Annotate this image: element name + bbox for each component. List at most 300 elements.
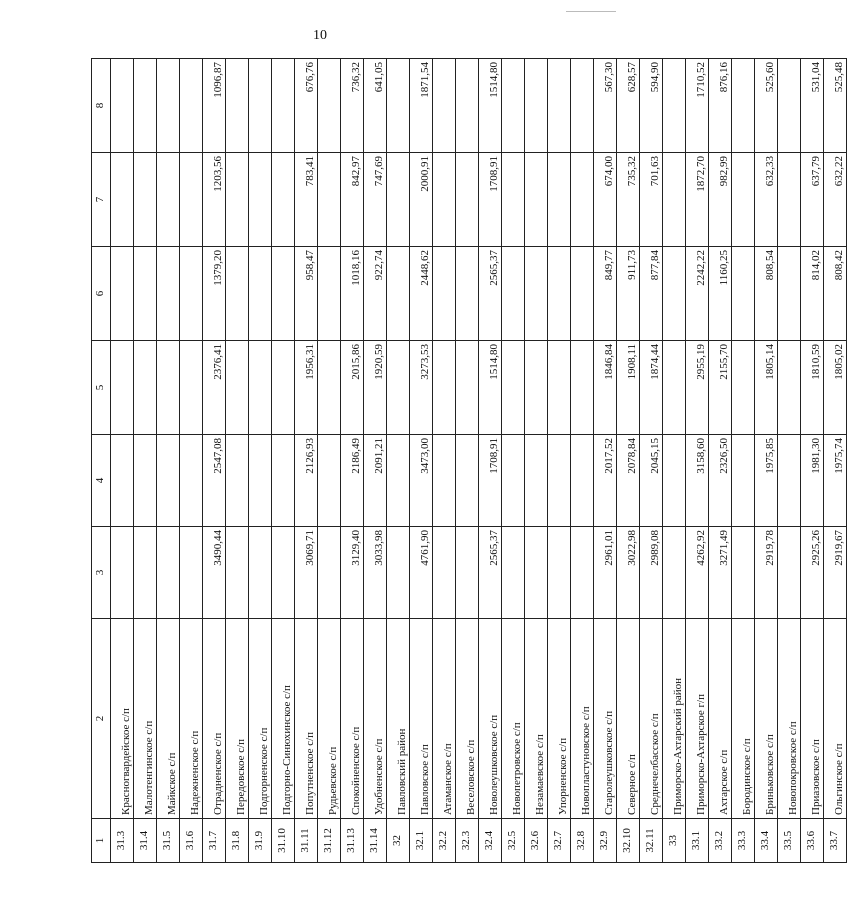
value-cell: 1160,25 xyxy=(709,247,732,341)
value-cell xyxy=(456,341,479,435)
data-table xyxy=(91,58,847,863)
row-name-cell: Рудьевское с/п xyxy=(318,619,341,819)
value-cell xyxy=(663,527,686,619)
row-name-cell: Ахтарское с/п xyxy=(709,619,732,819)
value-cell xyxy=(433,527,456,619)
value-cell xyxy=(778,247,801,341)
table-row xyxy=(364,59,387,863)
row-code-cell: 31.3 xyxy=(111,819,134,863)
corner-rule xyxy=(566,11,616,12)
value-cell xyxy=(111,435,134,527)
table-row xyxy=(157,59,180,863)
value-cell: 3069,71 xyxy=(295,527,318,619)
row-code-cell: 31.6 xyxy=(180,819,203,863)
value-cell: 674,00 xyxy=(594,153,617,247)
value-cell xyxy=(571,247,594,341)
row-name-cell: Новопетровское с/п xyxy=(502,619,525,819)
value-cell: 2126,93 xyxy=(295,435,318,527)
value-cell: 2242,22 xyxy=(686,247,709,341)
table-area xyxy=(91,59,846,863)
row-code-cell: 32.2 xyxy=(433,819,456,863)
table-row xyxy=(180,59,203,863)
row-name-cell: Попутненское с/п xyxy=(295,619,318,819)
value-cell xyxy=(387,435,410,527)
value-cell xyxy=(778,435,801,527)
value-cell: 1096,87 xyxy=(203,59,226,153)
value-cell: 2961,01 xyxy=(594,527,617,619)
value-cell: 747,69 xyxy=(364,153,387,247)
value-cell xyxy=(433,247,456,341)
value-cell: 842,97 xyxy=(341,153,364,247)
table-row xyxy=(272,59,295,863)
value-cell xyxy=(134,435,157,527)
value-cell xyxy=(548,247,571,341)
value-cell xyxy=(433,153,456,247)
value-cell xyxy=(249,59,272,153)
row-code-cell: 32.7 xyxy=(548,819,571,863)
value-cell xyxy=(732,247,755,341)
value-cell: 814,02 xyxy=(801,247,824,341)
value-cell xyxy=(571,341,594,435)
value-cell xyxy=(249,153,272,247)
value-cell xyxy=(502,527,525,619)
row-code-cell: 31.13 xyxy=(341,819,364,863)
row-code-cell: 32.3 xyxy=(456,819,479,863)
value-cell: 2565,37 xyxy=(479,247,502,341)
value-cell: 2925,26 xyxy=(801,527,824,619)
value-cell: 2955,19 xyxy=(686,341,709,435)
value-cell: 1872,70 xyxy=(686,153,709,247)
table-row xyxy=(249,59,272,863)
row-code-cell: 33.1 xyxy=(686,819,709,863)
table-body xyxy=(111,59,847,863)
value-cell: 1874,44 xyxy=(640,341,663,435)
value-cell xyxy=(663,247,686,341)
value-cell xyxy=(548,527,571,619)
value-cell xyxy=(548,341,571,435)
row-name-cell: Северное с/п xyxy=(617,619,640,819)
value-cell: 676,76 xyxy=(295,59,318,153)
row-code-cell: 33.3 xyxy=(732,819,755,863)
row-name-cell: Среднечелбасское с/п xyxy=(640,619,663,819)
value-cell xyxy=(778,341,801,435)
value-cell: 735,32 xyxy=(617,153,640,247)
value-cell xyxy=(180,247,203,341)
value-cell xyxy=(180,527,203,619)
row-name-cell: Красногвардейское с/п xyxy=(111,619,134,819)
row-code-cell: 31.12 xyxy=(318,819,341,863)
header-cell: 6 xyxy=(92,247,111,341)
table-row xyxy=(456,59,479,863)
value-cell xyxy=(111,59,134,153)
row-name-cell: Удобненское с/п xyxy=(364,619,387,819)
value-cell: 1975,85 xyxy=(755,435,778,527)
value-cell: 2155,70 xyxy=(709,341,732,435)
value-cell xyxy=(180,59,203,153)
row-name-cell: Атаманское с/п xyxy=(433,619,456,819)
row-name-cell: Новопокровское с/п xyxy=(778,619,801,819)
value-cell xyxy=(134,247,157,341)
value-cell xyxy=(111,247,134,341)
value-cell: 641,05 xyxy=(364,59,387,153)
value-cell xyxy=(525,59,548,153)
value-cell xyxy=(502,247,525,341)
table-row xyxy=(617,59,640,863)
row-name-cell: Передовское с/п xyxy=(226,619,249,819)
value-cell: 982,99 xyxy=(709,153,732,247)
value-cell: 3273,53 xyxy=(410,341,433,435)
value-cell: 525,60 xyxy=(755,59,778,153)
value-cell xyxy=(571,435,594,527)
value-cell xyxy=(134,341,157,435)
table-row xyxy=(709,59,732,863)
value-cell: 783,41 xyxy=(295,153,318,247)
value-cell: 2186,49 xyxy=(341,435,364,527)
table-row xyxy=(824,59,847,863)
value-cell xyxy=(571,153,594,247)
row-name-cell: Незамаевское с/п xyxy=(525,619,548,819)
value-cell xyxy=(502,59,525,153)
value-cell xyxy=(157,59,180,153)
value-cell: 3022,98 xyxy=(617,527,640,619)
row-code-cell: 32.6 xyxy=(525,819,548,863)
table-row xyxy=(663,59,686,863)
value-cell: 877,84 xyxy=(640,247,663,341)
value-cell: 1805,14 xyxy=(755,341,778,435)
value-cell: 736,32 xyxy=(341,59,364,153)
value-cell xyxy=(134,527,157,619)
value-cell: 594,90 xyxy=(640,59,663,153)
value-cell xyxy=(157,527,180,619)
value-cell xyxy=(387,59,410,153)
value-cell xyxy=(778,153,801,247)
row-code-cell: 31.8 xyxy=(226,819,249,863)
row-code-cell: 32.8 xyxy=(571,819,594,863)
value-cell xyxy=(548,153,571,247)
row-code-cell: 31.14 xyxy=(364,819,387,863)
value-cell xyxy=(134,153,157,247)
value-cell: 525,48 xyxy=(824,59,847,153)
value-cell xyxy=(134,59,157,153)
value-cell xyxy=(249,527,272,619)
table-row xyxy=(203,59,226,863)
value-cell xyxy=(571,527,594,619)
value-cell: 2078,84 xyxy=(617,435,640,527)
value-cell: 4262,92 xyxy=(686,527,709,619)
value-cell: 1710,52 xyxy=(686,59,709,153)
value-cell xyxy=(180,153,203,247)
value-cell: 876,16 xyxy=(709,59,732,153)
value-cell xyxy=(548,59,571,153)
value-cell xyxy=(272,59,295,153)
value-cell xyxy=(318,527,341,619)
value-cell: 3033,98 xyxy=(364,527,387,619)
value-cell: 567,30 xyxy=(594,59,617,153)
value-cell: 2091,21 xyxy=(364,435,387,527)
table-row xyxy=(640,59,663,863)
value-cell xyxy=(456,153,479,247)
row-name-cell: Веселовское с/п xyxy=(456,619,479,819)
row-code-cell: 31.5 xyxy=(157,819,180,863)
table-row xyxy=(226,59,249,863)
value-cell: 2376,41 xyxy=(203,341,226,435)
value-cell xyxy=(502,341,525,435)
value-cell: 2015,86 xyxy=(341,341,364,435)
row-code-cell: 32.11 xyxy=(640,819,663,863)
value-cell xyxy=(571,59,594,153)
value-cell: 2547,08 xyxy=(203,435,226,527)
table-row xyxy=(548,59,571,863)
value-cell xyxy=(387,341,410,435)
value-cell: 1203,56 xyxy=(203,153,226,247)
value-cell: 911,73 xyxy=(617,247,640,341)
value-cell xyxy=(249,247,272,341)
value-cell xyxy=(525,153,548,247)
row-code-cell: 32.9 xyxy=(594,819,617,863)
value-cell: 628,57 xyxy=(617,59,640,153)
row-name-cell: Новолеушковское с/п xyxy=(479,619,502,819)
value-cell xyxy=(732,59,755,153)
value-cell: 4761,90 xyxy=(410,527,433,619)
value-cell: 2326,50 xyxy=(709,435,732,527)
value-cell xyxy=(502,435,525,527)
row-code-cell: 33.6 xyxy=(801,819,824,863)
row-name-cell: Майкское с/п xyxy=(157,619,180,819)
table-row xyxy=(502,59,525,863)
value-cell: 1708,91 xyxy=(479,153,502,247)
value-cell: 1981,30 xyxy=(801,435,824,527)
value-cell: 1018,16 xyxy=(341,247,364,341)
row-code-cell: 31.4 xyxy=(134,819,157,863)
value-cell: 3473,00 xyxy=(410,435,433,527)
value-cell: 2448,62 xyxy=(410,247,433,341)
value-cell xyxy=(456,527,479,619)
value-cell xyxy=(157,247,180,341)
value-cell: 1805,02 xyxy=(824,341,847,435)
value-cell xyxy=(272,435,295,527)
table-row xyxy=(318,59,341,863)
row-name-cell: Подгорно-Синюхинское с/п xyxy=(272,619,295,819)
value-cell xyxy=(318,435,341,527)
value-cell xyxy=(180,435,203,527)
value-cell: 3490,44 xyxy=(203,527,226,619)
value-cell xyxy=(433,59,456,153)
value-cell xyxy=(157,435,180,527)
value-cell xyxy=(456,435,479,527)
value-cell: 2017,52 xyxy=(594,435,617,527)
value-cell xyxy=(525,247,548,341)
value-cell: 701,63 xyxy=(640,153,663,247)
value-cell xyxy=(663,341,686,435)
row-code-cell: 32.4 xyxy=(479,819,502,863)
value-cell: 3158,60 xyxy=(686,435,709,527)
value-cell: 632,33 xyxy=(755,153,778,247)
table-row xyxy=(778,59,801,863)
row-code-cell: 33.5 xyxy=(778,819,801,863)
value-cell: 3129,40 xyxy=(341,527,364,619)
value-cell xyxy=(732,153,755,247)
value-cell xyxy=(249,435,272,527)
value-cell: 1514,80 xyxy=(479,341,502,435)
table-row xyxy=(341,59,364,863)
value-cell xyxy=(456,59,479,153)
row-code-cell: 31.9 xyxy=(249,819,272,863)
value-cell: 1920,59 xyxy=(364,341,387,435)
value-cell: 1846,84 xyxy=(594,341,617,435)
row-code-cell: 31.11 xyxy=(295,819,318,863)
row-code-cell: 31.7 xyxy=(203,819,226,863)
row-code-cell: 32 xyxy=(387,819,410,863)
value-cell: 1708,91 xyxy=(479,435,502,527)
table-row xyxy=(410,59,433,863)
value-cell: 2000,91 xyxy=(410,153,433,247)
table-row xyxy=(525,59,548,863)
value-cell xyxy=(778,527,801,619)
value-cell xyxy=(387,247,410,341)
row-name-cell: Бородинское с/п xyxy=(732,619,755,819)
row-name-cell: Ольгинское с/п xyxy=(824,619,847,819)
value-cell xyxy=(663,435,686,527)
header-cell: 3 xyxy=(92,527,111,619)
value-cell xyxy=(732,435,755,527)
value-cell xyxy=(111,341,134,435)
table-row xyxy=(755,59,778,863)
value-cell xyxy=(778,59,801,153)
row-name-cell: Старолеушковское с/п xyxy=(594,619,617,819)
value-cell xyxy=(111,153,134,247)
value-cell xyxy=(732,527,755,619)
row-name-cell: Спокойненское с/п xyxy=(341,619,364,819)
table-row xyxy=(433,59,456,863)
value-cell xyxy=(548,435,571,527)
header-cell: 8 xyxy=(92,59,111,153)
value-cell xyxy=(272,247,295,341)
value-cell xyxy=(525,527,548,619)
value-cell xyxy=(226,247,249,341)
header-cell: 2 xyxy=(92,619,111,819)
value-cell: 1871,54 xyxy=(410,59,433,153)
row-code-cell: 31.10 xyxy=(272,819,295,863)
value-cell xyxy=(525,341,548,435)
header-cell: 5 xyxy=(92,341,111,435)
value-cell: 2919,67 xyxy=(824,527,847,619)
value-cell xyxy=(663,59,686,153)
row-code-cell: 33.2 xyxy=(709,819,732,863)
value-cell: 632,22 xyxy=(824,153,847,247)
row-code-cell: 32.10 xyxy=(617,819,640,863)
row-name-cell: Приморско-Ахтарское г/п xyxy=(686,619,709,819)
header-cell: 1 xyxy=(92,819,111,863)
value-cell xyxy=(318,153,341,247)
value-cell: 2565,37 xyxy=(479,527,502,619)
value-cell: 1379,20 xyxy=(203,247,226,341)
value-cell: 531,04 xyxy=(801,59,824,153)
value-cell xyxy=(226,435,249,527)
value-cell: 637,79 xyxy=(801,153,824,247)
row-code-cell: 33 xyxy=(663,819,686,863)
value-cell xyxy=(272,527,295,619)
rotated-table-container xyxy=(91,59,846,863)
value-cell xyxy=(226,153,249,247)
page-number: 10 xyxy=(313,28,327,43)
value-cell: 1975,74 xyxy=(824,435,847,527)
header-row xyxy=(92,59,111,863)
value-cell xyxy=(180,341,203,435)
table-row xyxy=(801,59,824,863)
value-cell xyxy=(456,247,479,341)
value-cell xyxy=(157,153,180,247)
table-row xyxy=(295,59,318,863)
value-cell xyxy=(433,435,456,527)
value-cell xyxy=(525,435,548,527)
value-cell xyxy=(111,527,134,619)
value-cell: 808,42 xyxy=(824,247,847,341)
row-name-cell: Подгорненское с/п xyxy=(249,619,272,819)
row-name-cell: Отрадненское с/п xyxy=(203,619,226,819)
value-cell xyxy=(387,527,410,619)
row-name-cell: Новопластуновское с/п xyxy=(571,619,594,819)
row-name-cell: Упорненское с/п xyxy=(548,619,571,819)
row-name-cell: Бриньковское с/п xyxy=(755,619,778,819)
value-cell: 1514,80 xyxy=(479,59,502,153)
value-cell xyxy=(387,153,410,247)
value-cell: 1908,11 xyxy=(617,341,640,435)
table-row xyxy=(686,59,709,863)
value-cell: 808,54 xyxy=(755,247,778,341)
header-cell: 4 xyxy=(92,435,111,527)
value-cell: 1810,59 xyxy=(801,341,824,435)
value-cell xyxy=(502,153,525,247)
row-name-cell: Павловский район xyxy=(387,619,410,819)
value-cell xyxy=(226,527,249,619)
value-cell xyxy=(433,341,456,435)
row-name-cell: Павловское с/п xyxy=(410,619,433,819)
value-cell xyxy=(732,341,755,435)
value-cell: 849,77 xyxy=(594,247,617,341)
header-cell: 7 xyxy=(92,153,111,247)
row-code-cell: 33.7 xyxy=(824,819,847,863)
value-cell xyxy=(318,247,341,341)
value-cell xyxy=(249,341,272,435)
value-cell xyxy=(226,341,249,435)
value-cell: 922,74 xyxy=(364,247,387,341)
table-row xyxy=(387,59,410,863)
row-name-cell: Приазовское с/п xyxy=(801,619,824,819)
table-row xyxy=(732,59,755,863)
value-cell: 2919,78 xyxy=(755,527,778,619)
table-row xyxy=(594,59,617,863)
value-cell: 3271,49 xyxy=(709,527,732,619)
row-name-cell: Надежненское с/п xyxy=(180,619,203,819)
value-cell: 2045,15 xyxy=(640,435,663,527)
row-name-cell: Малотенгинское с/п xyxy=(134,619,157,819)
value-cell xyxy=(318,341,341,435)
value-cell: 2989,08 xyxy=(640,527,663,619)
value-cell: 958,47 xyxy=(295,247,318,341)
row-code-cell: 32.5 xyxy=(502,819,525,863)
value-cell xyxy=(272,153,295,247)
table-row xyxy=(134,59,157,863)
table-row xyxy=(111,59,134,863)
value-cell xyxy=(318,59,341,153)
value-cell xyxy=(663,153,686,247)
value-cell xyxy=(226,59,249,153)
table-row xyxy=(571,59,594,863)
row-code-cell: 32.1 xyxy=(410,819,433,863)
value-cell: 1956,31 xyxy=(295,341,318,435)
row-code-cell: 33.4 xyxy=(755,819,778,863)
value-cell xyxy=(157,341,180,435)
